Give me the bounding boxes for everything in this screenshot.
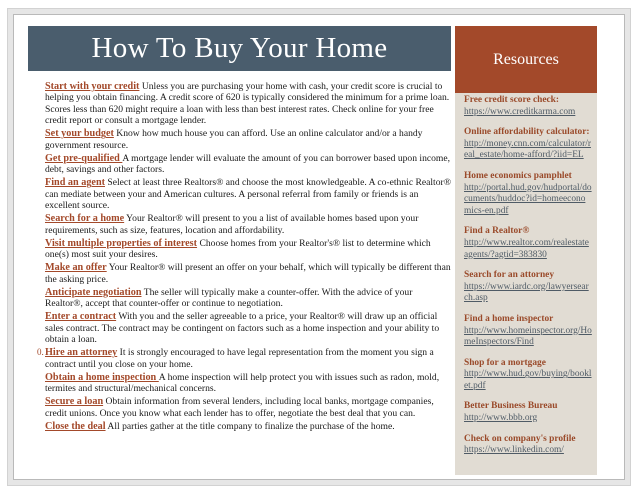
step-title-link[interactable]: Search for a home bbox=[45, 213, 125, 225]
step-title-link[interactable]: Close the deal bbox=[45, 420, 106, 432]
step-title-link[interactable]: Set your budget bbox=[45, 128, 114, 140]
resource-label: Find a home inspector bbox=[464, 313, 554, 324]
resource-label: Online affordability calculator: bbox=[464, 127, 590, 138]
step-item bbox=[45, 128, 451, 151]
step-text: All parties gather at the title company to finalize the purchase of the home. bbox=[105, 420, 395, 432]
resource-item bbox=[464, 401, 592, 424]
resource-label: Home economics pamphlet bbox=[464, 170, 572, 181]
resource-label: Shop for a mortgage bbox=[464, 357, 546, 368]
step-text: A home inspection will help protect you with issues such as radon, mold, termites and structural/mechanical concerns. bbox=[45, 371, 440, 395]
step-title-link[interactable]: Find an agent bbox=[45, 177, 106, 189]
step-item bbox=[45, 213, 451, 236]
step-item bbox=[45, 372, 451, 395]
resources-header bbox=[455, 26, 597, 93]
resource-link[interactable]: https://www.iardc.org/lawyersearch.asp bbox=[464, 281, 589, 304]
resource-label: Search for an attorney bbox=[464, 270, 555, 281]
resources-title: Resources bbox=[493, 50, 559, 68]
step-text: A mortgage lender will evaluate the amount of you can borrower based upon income, debt, savings and other factors. bbox=[45, 152, 451, 176]
title-bar bbox=[28, 26, 451, 71]
resource-label: Check on company's profile bbox=[464, 433, 576, 444]
step-title-link[interactable]: Secure a loan bbox=[45, 396, 104, 408]
resource-label: Find a Realtor® bbox=[464, 226, 530, 237]
resource-item bbox=[464, 127, 592, 162]
resource-label: Better Business Bureau bbox=[464, 401, 558, 412]
step-text: Your Realtor® will present to you a list of available homes based upon your requirements, such as size, features, location and affordability. bbox=[45, 213, 419, 236]
resource-item bbox=[464, 270, 592, 305]
resource-item bbox=[464, 226, 592, 261]
step-title-link[interactable]: Obtain a home inspection bbox=[45, 371, 159, 383]
step-number: 0. bbox=[37, 347, 44, 358]
step-text: Obtain information from several lenders, including local banks, mortgage companies, credit unions. Once you know what each lender has to offer, negotiate the best deal that you can. bbox=[45, 396, 434, 419]
step-item bbox=[45, 262, 451, 285]
step-text: The seller will typically make a counter-offer. With the advice of your Realtor®, accept that counter-offer or continue to negotiation. bbox=[45, 286, 413, 310]
resource-label: Free credit score check: bbox=[464, 95, 560, 105]
step-item bbox=[45, 81, 451, 127]
step-title-link[interactable]: Enter a contract bbox=[45, 311, 117, 323]
step-item bbox=[37, 347, 451, 370]
step-title-link[interactable]: Get pre-qualified bbox=[45, 152, 123, 164]
resource-link[interactable]: http://www.hud.gov/buying/booklet.pdf bbox=[464, 369, 592, 391]
step-text: It is strongly encouraged to have legal representation from the moment you sign a contract until you close on your home. bbox=[45, 347, 434, 370]
resource-item bbox=[464, 314, 592, 349]
resources-panel bbox=[455, 93, 597, 475]
resource-link[interactable]: http://money.cnn.com/calculator/real_estate/home-afford/?iid=EL bbox=[464, 138, 591, 161]
step-title-link[interactable]: Start with your credit bbox=[45, 81, 140, 92]
step-title-link[interactable]: Visit multiple properties of interest bbox=[45, 237, 198, 249]
page-title: How To Buy Your Home bbox=[91, 32, 388, 64]
resource-item bbox=[464, 358, 592, 393]
step-title-link[interactable]: Anticipate negotiation bbox=[45, 286, 142, 298]
resource-item bbox=[464, 95, 592, 118]
step-text: Know how much house you can afford. Use an online calculator and/or a handy government resource. bbox=[45, 128, 423, 151]
step-item bbox=[45, 311, 451, 345]
step-text: Unless you are purchasing your home with cash, your credit score is crucial to helping you obtain financing. A credit score of 620 is typically considered the minimum for a prime loan. Scores less than 620 might require a loan with less than best interest rates. Check online for your free credit report or consult a mortgage lender. bbox=[45, 81, 450, 127]
resource-link[interactable]: http://www.realtor.com/realestateagents/?agtid=383830 bbox=[464, 237, 589, 260]
step-title-link[interactable]: Make an offer bbox=[45, 262, 107, 274]
step-item bbox=[45, 421, 451, 432]
step-item bbox=[45, 177, 451, 211]
step-item bbox=[45, 238, 451, 261]
step-text: Choose homes from your Realtor's® list to determine which one(s) most suit your desires. bbox=[45, 237, 431, 261]
step-text: Select at least three Realtors® and choose the most knowledgeable. A co-ethnic Realtor® can mediate between your and American cultures. A personal referral from family or friends is an excellent source. bbox=[45, 177, 452, 212]
resource-link[interactable]: http://www.bbb.org bbox=[464, 413, 538, 424]
step-item bbox=[45, 396, 451, 419]
step-item bbox=[45, 153, 451, 176]
resource-item bbox=[464, 434, 592, 457]
step-text: With you and the seller agreeable to a price, your Realtor® will draw up an official sales contract. The contract may be contingent on factors such as a home inspection and your ability to obtain a loan. bbox=[45, 311, 440, 346]
resource-item bbox=[464, 171, 592, 217]
step-title-link[interactable]: Hire an attorney bbox=[45, 347, 118, 359]
step-item bbox=[45, 287, 451, 310]
step-text: Your Realtor® will present an offer on your behalf, which will typically be different than the asking price. bbox=[45, 262, 451, 285]
resource-link[interactable]: http://portal.hud.gov/hudportal/documents/huddoc?id=homeeconomics-en.pdf bbox=[464, 182, 592, 216]
resource-link[interactable]: https://www.linkedin.com/ bbox=[464, 445, 564, 456]
steps-list bbox=[37, 81, 452, 434]
resource-link[interactable]: http://www.homeinspector.org/HomeInspectors/Find bbox=[464, 325, 592, 348]
resource-link[interactable]: https://www.creditkarma.com bbox=[464, 106, 576, 117]
